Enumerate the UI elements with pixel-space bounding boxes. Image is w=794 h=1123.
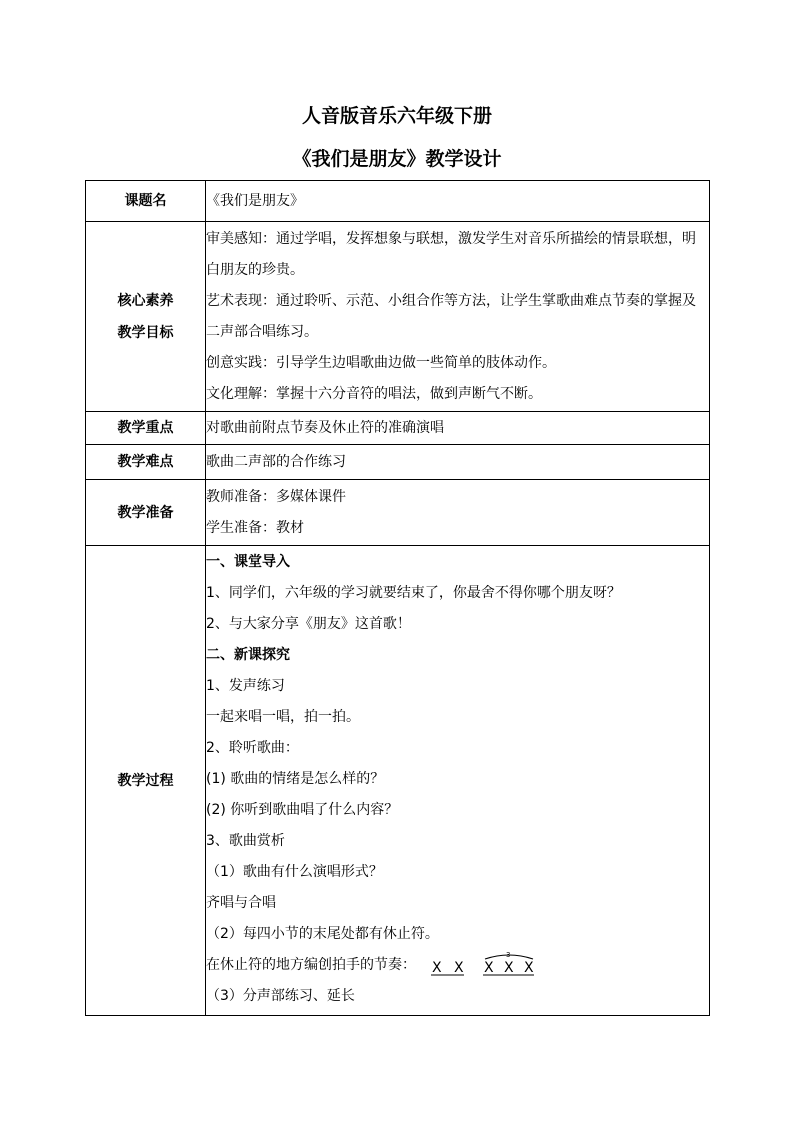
process-line: 2、与大家分享《朋友》这首歌！ (206, 616, 411, 632)
lesson-plan-table (85, 180, 710, 1016)
process-line: (2) 你听到歌曲唱了什么内容？ (206, 802, 399, 818)
row-goals (86, 222, 710, 412)
process-line: 一起来唱一唱，拍一拍。 (206, 709, 360, 725)
topic-label: 课题名 (86, 181, 206, 222)
goals-content (206, 222, 710, 412)
goal-line: 创意实践：引导学生边唱歌曲边做一些简单的肢体动作。 (206, 354, 556, 371)
key-points-label: 教学重点 (86, 412, 206, 445)
difficulties-label: 教学难点 (86, 445, 206, 480)
rhythm-notation (428, 952, 546, 978)
rhythm-note: X (504, 960, 515, 976)
process-line: 3、歌曲赏析 (206, 833, 285, 849)
goals-label: 核心素养 教学目标 (86, 222, 206, 412)
document-title: 人音版音乐六年级下册 (301, 105, 492, 127)
teacher-preparation: 教师准备：多媒体课件 (206, 488, 346, 505)
goal-line: 白朋友的珍贵。 (206, 261, 304, 278)
difficulties-value: 歌曲二声部的合作练习 (206, 445, 710, 480)
process-content (206, 546, 710, 1016)
student-preparation: 学生准备：教材 (206, 519, 304, 536)
goal-line: 二声部合唱练习。 (206, 323, 318, 340)
row-preparation (86, 480, 710, 546)
preparation-label: 教学准备 (86, 480, 206, 546)
topic-value: 《我们是朋友》 (206, 181, 710, 222)
lesson-title: 《我们是朋友》教学设计 (292, 148, 502, 170)
process-line: 2、聆听歌曲： (206, 740, 299, 756)
process-line: （1）歌曲有什么演唱形式？ (206, 864, 383, 880)
row-process (86, 546, 710, 1016)
goal-line: 审美感知：通过学唱，发挥想象与联想，激发学生对音乐所描绘的情景联想，明 (206, 230, 696, 247)
rhythm-line: 在休止符的地方编创拍手的节奏： X X X X X 3 (206, 950, 709, 981)
section-heading: 二、新课探究 (206, 647, 290, 663)
section-heading: 一、课堂导入 (206, 554, 290, 570)
goal-line: 文化理解：掌握十六分音符的唱法，做到声断气不断。 (206, 385, 542, 402)
preparation-content (206, 480, 710, 546)
row-topic (86, 181, 710, 222)
rhythm-note: X (454, 960, 465, 976)
triplet-mark: 3 (506, 952, 511, 959)
process-line: 1、发声练习 (206, 678, 285, 694)
rhythm-note: X (524, 960, 535, 976)
process-line: （2）每四小节的末尾处都有休止符。 (206, 926, 439, 942)
key-points-value: 对歌曲前附点节奏及休止符的准确演唱 (206, 412, 710, 445)
row-key-points (86, 412, 710, 445)
process-line: （3）分声部练习、延长 (206, 988, 355, 1004)
process-line: (1) 歌曲的情绪是怎么样的？ (206, 771, 385, 787)
rhythm-note: X (484, 960, 495, 976)
process-label: 教学过程 (86, 546, 206, 1016)
process-line: 齐唱与合唱 (206, 895, 276, 911)
row-difficulties (86, 445, 710, 480)
process-line: 1、同学们，六年级的学习就要结束了，你最舍不得你哪个朋友呀？ (206, 585, 621, 601)
goal-line: 艺术表现：通过聆听、示范、小组合作等方法，让学生掌歌曲难点节奏的掌握及 (206, 292, 696, 309)
rhythm-note: X (432, 960, 443, 976)
